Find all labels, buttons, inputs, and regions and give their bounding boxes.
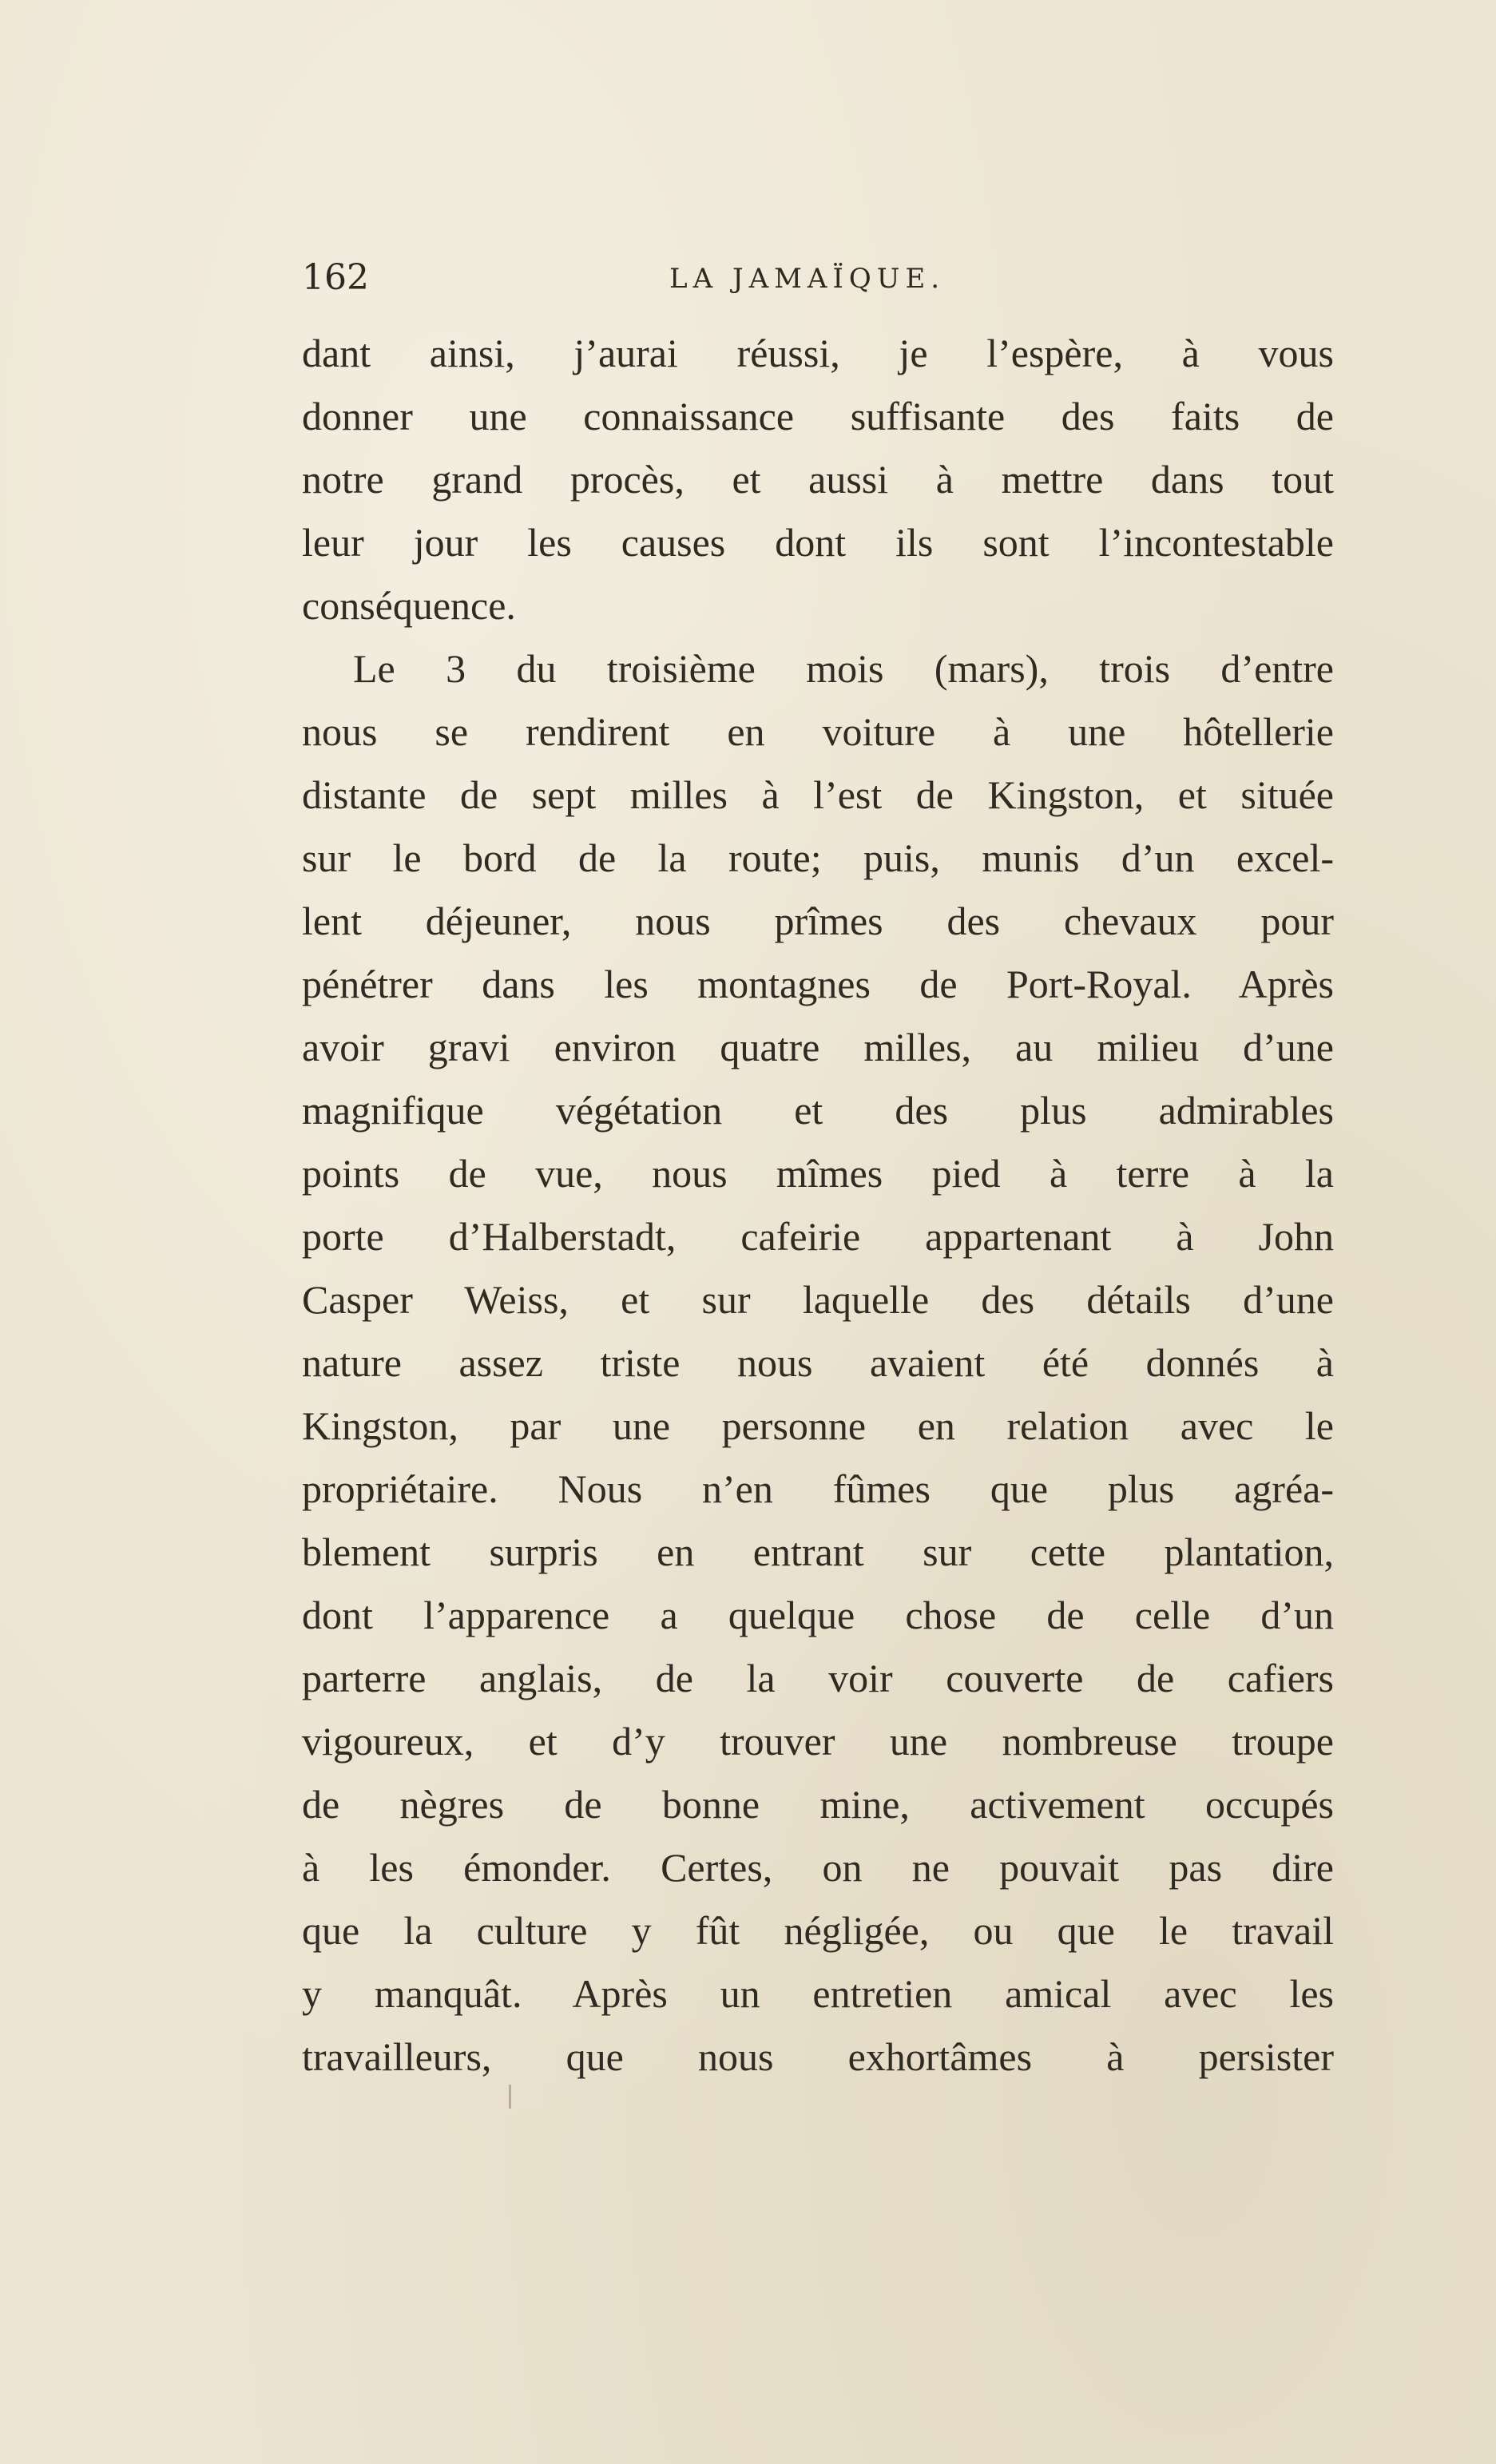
text-line: Casper Weiss, et sur laquelle des détails d’une (302, 1277, 1334, 1322)
page-number: 162 (302, 257, 369, 298)
printer-mark (509, 2085, 511, 2109)
text-line: Le 3 du troisième mois (mars), trois d’entre (353, 646, 1334, 691)
text-line: donner une connaissance suffisante des faits de (302, 394, 1334, 438)
text-line: que la culture y fût négligée, ou que le travail (302, 1908, 1334, 1953)
text-line: sur le bord de la route; puis, munis d’un excel- (302, 835, 1334, 880)
text-line: dont l’apparence a quelque chose de celle d’un (302, 1593, 1334, 1637)
text-line: distante de sept milles à l’est de Kingston, et située (302, 772, 1334, 817)
text-line: blement surpris en entrant sur cette plantation, (302, 1530, 1334, 1574)
text-line: avoir gravi environ quatre milles, au milieu d’une (302, 1025, 1334, 1069)
text-line: magnifique végétation et des plus admirables (302, 1088, 1334, 1133)
text-line: y manquât. Après un entretien amical avec les (302, 1971, 1334, 2016)
text-line: de nègres de bonne mine, activement occupés (302, 1782, 1334, 1827)
text-line: conséquence. (302, 583, 516, 628)
text-line: dant ainsi, j’aurai réussi, je l’espère, à vous (302, 331, 1334, 375)
text-line: à les émonder. Certes, on ne pouvait pas dire (302, 1845, 1334, 1890)
body-text (302, 322, 1334, 2089)
text-line: nous se rendirent en voiture à une hôtellerie (302, 709, 1334, 754)
text-line: pénétrer dans les montagnes de Port-Royal. Après (302, 962, 1334, 1006)
text-line: propriétaire. Nous n’en fûmes que plus agréa- (302, 1466, 1334, 1511)
text-line: points de vue, nous mîmes pied à terre à la (302, 1151, 1334, 1196)
text-line: nature assez triste nous avaient été donnés à (302, 1340, 1334, 1385)
text-line: travailleurs, que nous exhortâmes à persister (302, 2034, 1334, 2079)
text-line: parterre anglais, de la voir couverte de cafiers (302, 1656, 1334, 1700)
text-line: Kingston, par une personne en relation avec le (302, 1403, 1334, 1448)
page-header (302, 254, 1340, 302)
text-line: porte d’Halberstadt, cafeirie appartenant à John (302, 1214, 1334, 1259)
text-line: vigoureux, et d’y trouver une nombreuse troupe (302, 1719, 1334, 1764)
running-head: LA JAMAÏQUE. (669, 263, 946, 295)
text-line: lent déjeuner, nous prîmes des chevaux pour (302, 899, 1334, 943)
text-line: notre grand procès, et aussi à mettre dans tout (302, 457, 1334, 502)
text-line: leur jour les causes dont ils sont l’incontestable (302, 520, 1334, 565)
